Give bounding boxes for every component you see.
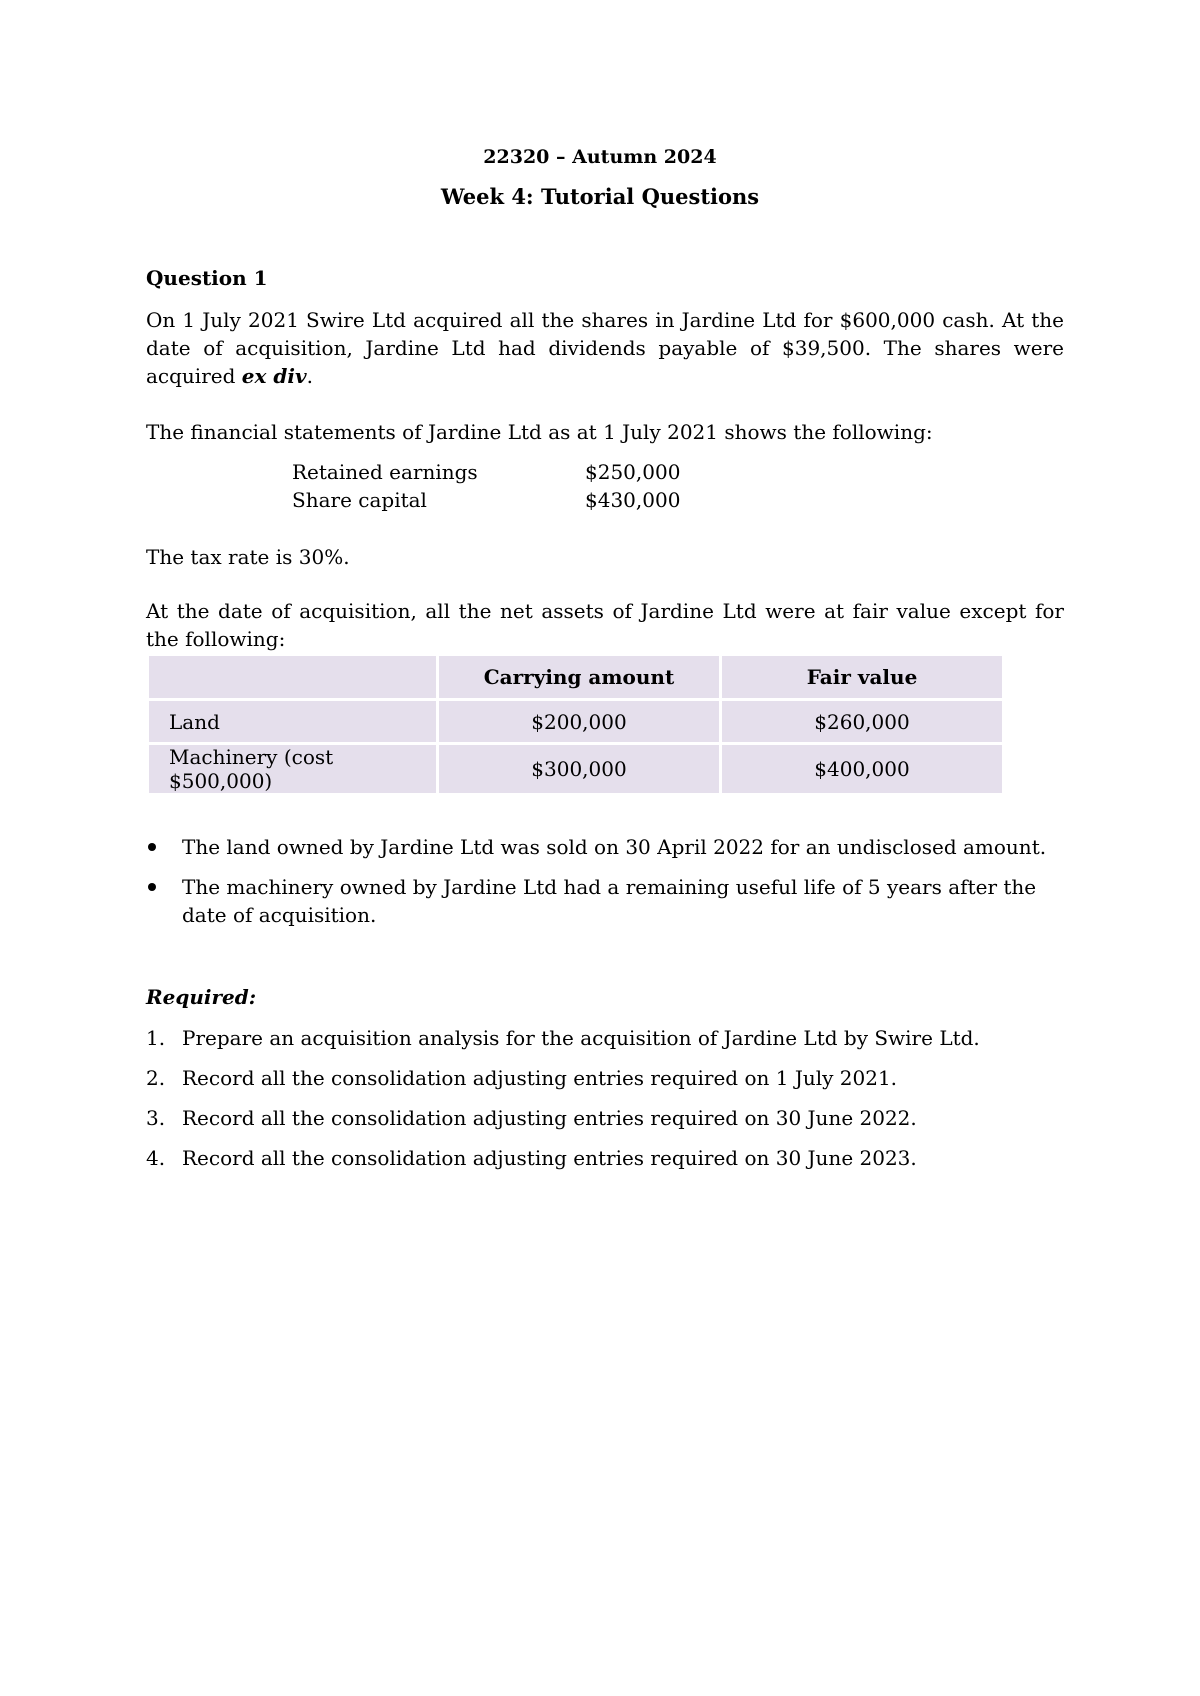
list-item-text: Record all the consolidation adjusting entries required on 1 July 2021.	[182, 1066, 898, 1090]
list-item-text: Record all the consolidation adjusting entries required on 30 June 2023.	[182, 1146, 917, 1170]
table-cell: $200,000	[439, 701, 719, 742]
table-row	[149, 745, 1002, 793]
required-heading: Required:	[146, 985, 257, 1009]
question-heading: Question 1	[146, 266, 268, 290]
table-header-row	[149, 656, 1002, 698]
question-intro-paragraph	[146, 306, 1064, 390]
table-header-cell: Fair value	[722, 656, 1002, 698]
week-title-heading: Week 4: Tutorial Questions	[440, 184, 760, 209]
list-item-number: 1.	[146, 1026, 166, 1050]
table-header-cell: Carrying amount	[439, 656, 719, 698]
table-cell: $260,000	[722, 701, 1002, 742]
tax-rate-text: The tax rate is 30%.	[146, 545, 350, 569]
fair-value-intro: At the date of acquisition, all the net assets of Jardine Ltd were at fair value except for the following:	[146, 599, 1064, 651]
required-list	[146, 1024, 1064, 1184]
financial-item-label: Share capital	[292, 488, 427, 512]
list-item	[146, 873, 1064, 929]
bullet-text: The machinery owned by Jardine Ltd had a remaining useful life of 5 years after the date of acquisition.	[182, 875, 1037, 927]
list-item	[146, 1144, 1064, 1172]
table-cell: Land	[149, 701, 436, 742]
bullet-icon	[148, 843, 156, 851]
financial-item-label: Retained earnings	[292, 460, 478, 484]
financial-item-value: $430,000	[585, 488, 681, 512]
intro-text: On 1 July 2021 Swire Ltd acquired all the shares in Jardine Ltd for $600,000 cash. At the date of acquisition, Jardine Ltd had dividends payable of $39,500. The shares were acquired	[146, 308, 1064, 388]
list-item	[146, 833, 1064, 861]
list-item-text: Prepare an acquisition analysis for the acquisition of Jardine Ltd by Swire Ltd.	[182, 1026, 980, 1050]
table-cell: $400,000	[722, 745, 1002, 793]
list-item	[146, 1064, 1064, 1092]
bullet-text: The land owned by Jardine Ltd was sold on 30 April 2022 for an undisclosed amount.	[182, 835, 1047, 859]
bullet-list	[146, 833, 1064, 941]
table-header-cell	[149, 656, 436, 698]
bullet-icon	[148, 883, 156, 891]
intro-period: .	[306, 364, 313, 388]
table-cell: $300,000	[439, 745, 719, 793]
fair-value-table	[146, 653, 1005, 796]
course-code-heading: 22320 – Autumn 2024	[483, 146, 717, 168]
financial-item-value: $250,000	[585, 460, 681, 484]
financial-statements-intro: The financial statements of Jardine Ltd as at 1 July 2021 shows the following:	[146, 420, 933, 444]
list-item	[146, 1024, 1064, 1052]
list-item-number: 2.	[146, 1066, 166, 1090]
list-item-text: Record all the consolidation adjusting entries required on 30 June 2022.	[182, 1106, 917, 1130]
list-item	[146, 1104, 1064, 1132]
table-row	[149, 701, 1002, 742]
table-cell: Machinery (cost $500,000)	[149, 745, 436, 793]
list-item-number: 3.	[146, 1106, 166, 1130]
ex-div-emphasis: ex div	[241, 364, 307, 388]
list-item-number: 4.	[146, 1146, 166, 1170]
